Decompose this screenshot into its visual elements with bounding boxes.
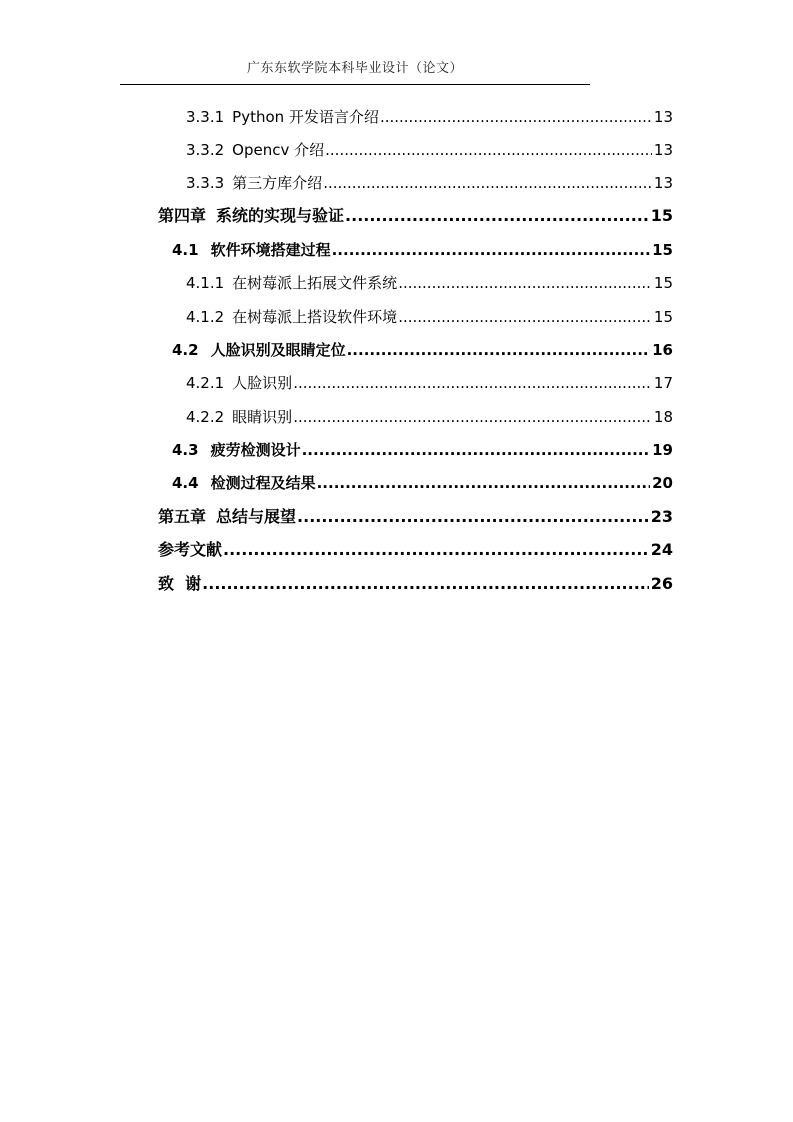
toc-dot-leader — [323, 171, 652, 195]
toc-entry-3-3-3[interactable] — [186, 171, 673, 195]
toc-page-number: 17 — [653, 374, 673, 392]
toc-entry-title: 检测过程及结果 — [210, 474, 316, 492]
page-header: 广东东软学院本科毕业设计（论文） — [246, 61, 463, 76]
toc-page-number: 13 — [653, 141, 673, 159]
toc-entry-number: 4.2.1 — [186, 374, 225, 392]
toc-dot-leader — [398, 271, 652, 295]
toc-entry-4-2[interactable] — [172, 338, 673, 362]
toc-entry-number: 4.2 — [172, 341, 199, 359]
toc-dot-leader — [325, 138, 652, 162]
toc-page-number: 26 — [650, 574, 673, 593]
toc-dot-leader — [302, 438, 651, 462]
toc-entry-references[interactable] — [158, 538, 673, 562]
toc-entry-title: 眼睛识别 — [232, 408, 293, 426]
toc-entry-number: 4.1.1 — [186, 274, 225, 292]
toc-entry-title: 系统的实现与验证 — [216, 206, 345, 225]
toc-entry-4-2-1[interactable] — [186, 371, 673, 395]
toc-dot-leader — [202, 572, 649, 596]
toc-entry-number: 3.3.1 — [186, 108, 225, 126]
toc-dot-leader — [293, 405, 652, 429]
toc-page-number: 15 — [650, 206, 673, 225]
toc-page-number: 15 — [653, 274, 673, 292]
toc-entry-title: 疲劳检测设计 — [210, 441, 301, 459]
toc-entry-title: 在树莓派上搭设软件环境 — [232, 308, 398, 326]
toc-entry-number: 4.2.2 — [186, 408, 225, 426]
toc-page-number: 23 — [650, 507, 673, 526]
toc-entry-number: 3.3.3 — [186, 174, 225, 192]
toc-entry-number: 4.3 — [172, 441, 199, 459]
toc-entry-chapter-5[interactable] — [158, 505, 673, 529]
toc-entry-number: 第四章 — [158, 206, 207, 225]
toc-entry-title: 人脸识别及眼睛定位 — [210, 341, 346, 359]
toc-dot-leader — [345, 204, 649, 228]
toc-page-number: 13 — [653, 108, 673, 126]
toc-entry-title: 第三方库介绍 — [232, 174, 323, 192]
toc-entry-title: 人脸识别 — [232, 374, 293, 392]
toc-dot-leader — [317, 471, 651, 495]
toc-entry-number: 第五章 — [158, 507, 207, 526]
toc-entry-title: 总结与展望 — [216, 507, 297, 526]
toc-dot-leader — [293, 371, 652, 395]
toc-page-number: 24 — [650, 540, 673, 559]
toc-page-number: 20 — [652, 474, 673, 492]
toc-page-number: 16 — [652, 341, 673, 359]
toc-page-number: 13 — [653, 174, 673, 192]
toc-entry-3-3-2[interactable] — [186, 138, 673, 162]
toc-entry-4-1-2[interactable] — [186, 305, 673, 329]
toc-entry-number: 4.1 — [172, 241, 199, 259]
toc-dot-leader — [332, 238, 651, 262]
toc-entry-number: 4.4 — [172, 474, 199, 492]
toc-dot-leader — [223, 538, 649, 562]
toc-entry-4-2-2[interactable] — [186, 405, 673, 429]
toc-page-number: 18 — [653, 408, 673, 426]
toc-entry-title: 致 谢 — [158, 574, 202, 593]
toc-dot-leader — [347, 338, 651, 362]
toc-dot-leader — [297, 505, 649, 529]
toc-entry-title: 在树莓派上拓展文件系统 — [232, 274, 398, 292]
toc-entry-title: 软件环境搭建过程 — [210, 241, 331, 259]
toc-entry-4-1-1[interactable] — [186, 271, 673, 295]
toc-entry-4-4[interactable] — [172, 471, 673, 495]
toc-entry-chapter-4[interactable] — [158, 204, 673, 228]
toc-entry-title: Opencv 介绍 — [232, 141, 325, 159]
toc-page-number: 15 — [653, 308, 673, 326]
toc-page-number: 19 — [652, 441, 673, 459]
toc-entry-acknowledgements[interactable] — [158, 572, 673, 596]
toc-entry-4-3[interactable] — [172, 438, 673, 462]
toc-entry-number: 3.3.2 — [186, 141, 225, 159]
toc-page-number: 15 — [652, 241, 673, 259]
toc-dot-leader — [398, 305, 652, 329]
toc-dot-leader — [380, 105, 652, 129]
toc-entry-4-1[interactable] — [172, 238, 673, 262]
toc-entry-title: Python 开发语言介绍 — [232, 108, 379, 126]
toc-entry-3-3-1[interactable] — [186, 105, 673, 129]
toc-entry-number: 4.1.2 — [186, 308, 225, 326]
toc-entry-title: 参考文献 — [158, 540, 223, 559]
